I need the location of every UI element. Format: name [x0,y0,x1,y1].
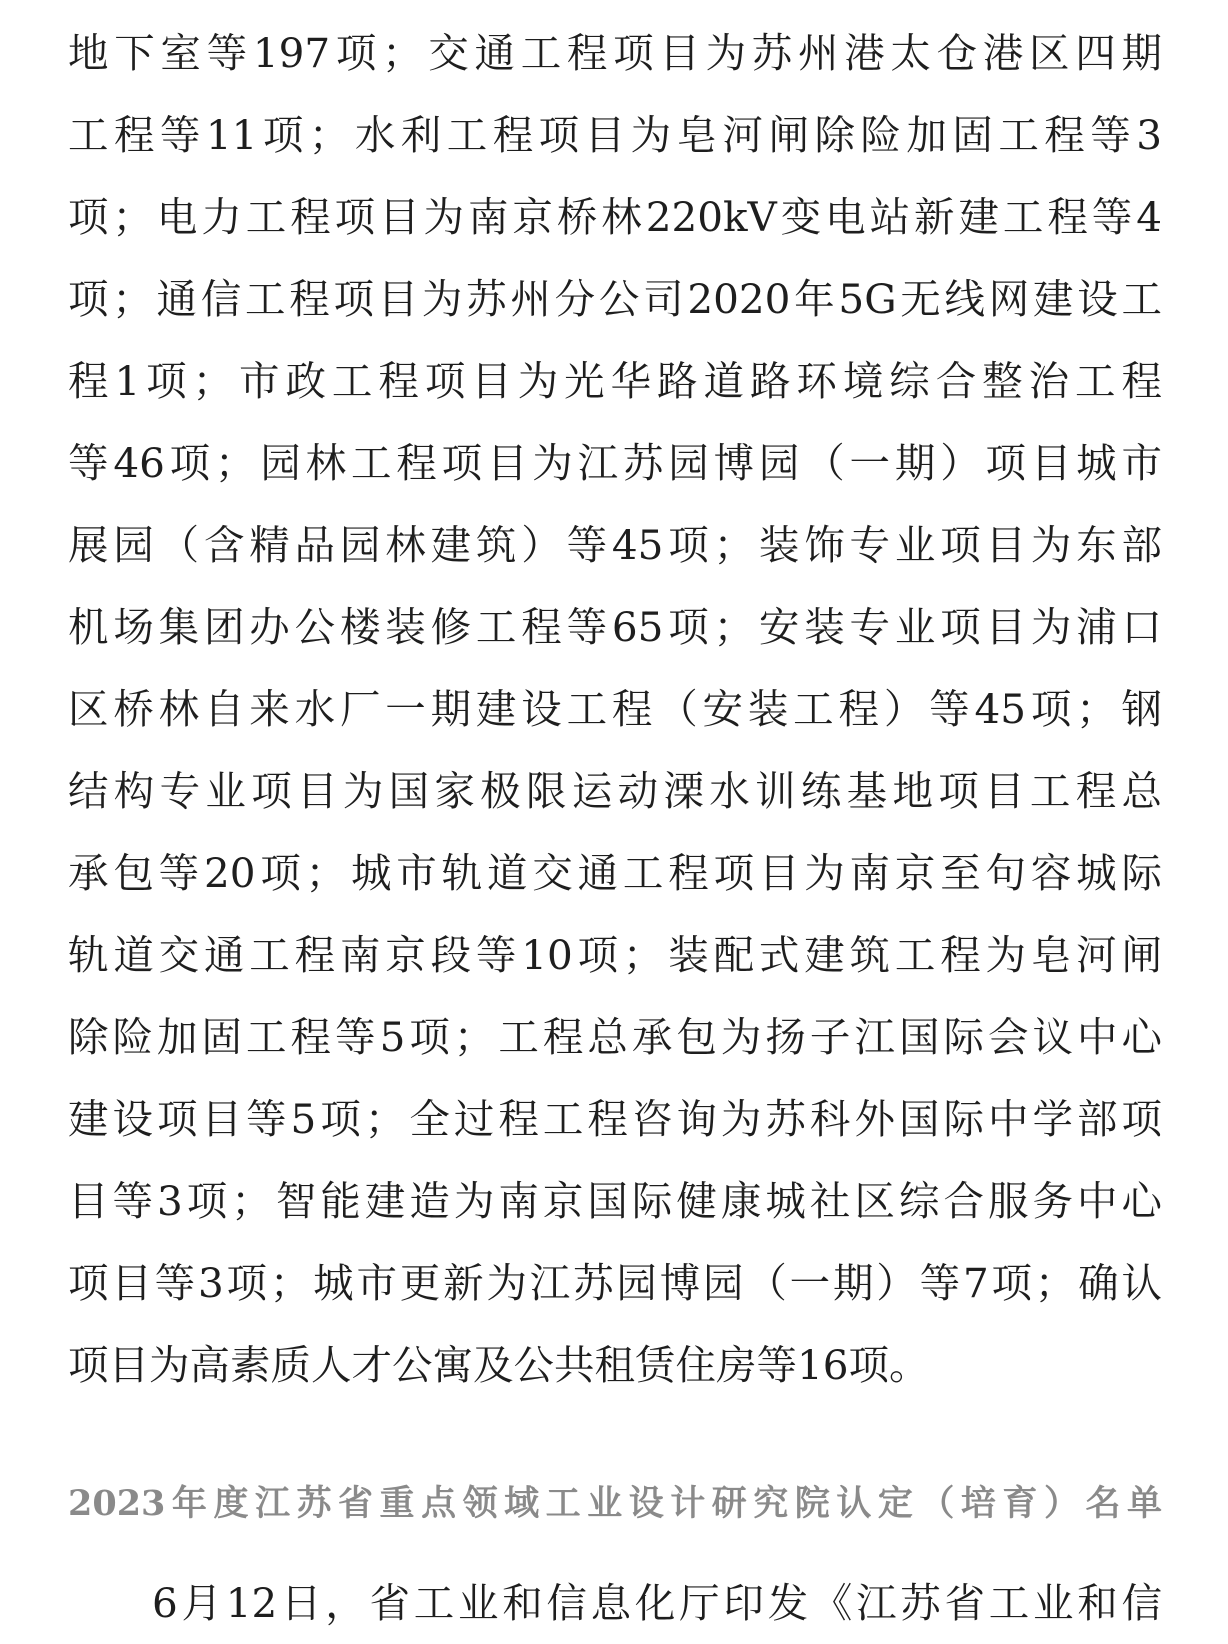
text-line: 结构专业项目为国家极限运动溧水训练基地项目工程总 [68,767,1162,815]
text-line: 轨道交通工程南京段等10项；装配式建筑工程为皂河闸 [68,931,1162,979]
text-line: 展园（含精品园林建筑）等45项；装饰专业项目为东部 [68,521,1162,569]
text-line: 除险加固工程等5项；工程总承包为扬子江国际会议中心 [68,1013,1162,1061]
text-line: 等46项；园林工程项目为江苏园博园（一期）项目城市 [68,439,1162,487]
text-line: 6月12日，省工业和信息化厅印发《江苏省工业和信 [152,1579,1162,1627]
text-line: 项；电力工程项目为南京桥林220kV变电站新建工程等4 [68,193,1162,241]
text-line: 项；通信工程项目为苏州分公司2020年5G无线网建设工 [68,275,1162,323]
section-heading: 2023年度江苏省重点领域工业设计研究院认定（培育）名单 [68,1483,1162,1524]
document-page [68,0,1162,1642]
text-line: 区桥林自来水厂一期建设工程（安装工程）等45项；钢 [68,685,1162,733]
text-line: 目等3项；智能建造为南京国际健康城社区综合服务中心 [68,1177,1162,1225]
body-paragraph-intro [68,1562,1162,1644]
text-line: 工程等11项；水利工程项目为皂河闸除险加固工程等3 [68,111,1162,159]
text-line: 项目为高素质人才公寓及公共租赁住房等16项。 [68,1341,930,1389]
body-paragraph-projects [68,12,1162,1406]
text-line: 建设项目等5项；全过程工程咨询为苏科外国际中学部项 [68,1095,1162,1143]
text-line: 承包等20项；城市轨道交通工程项目为南京至句容城际 [68,849,1162,897]
text-line: 机场集团办公楼装修工程等65项；安装专业项目为浦口 [68,603,1162,651]
text-line: 地下室等197项；交通工程项目为苏州港太仓港区四期 [68,29,1162,77]
text-line: 程1项；市政工程项目为光华路道路环境综合整治工程 [68,357,1162,405]
text-line: 项目等3项；城市更新为江苏园博园（一期）等7项；确认 [68,1259,1162,1307]
